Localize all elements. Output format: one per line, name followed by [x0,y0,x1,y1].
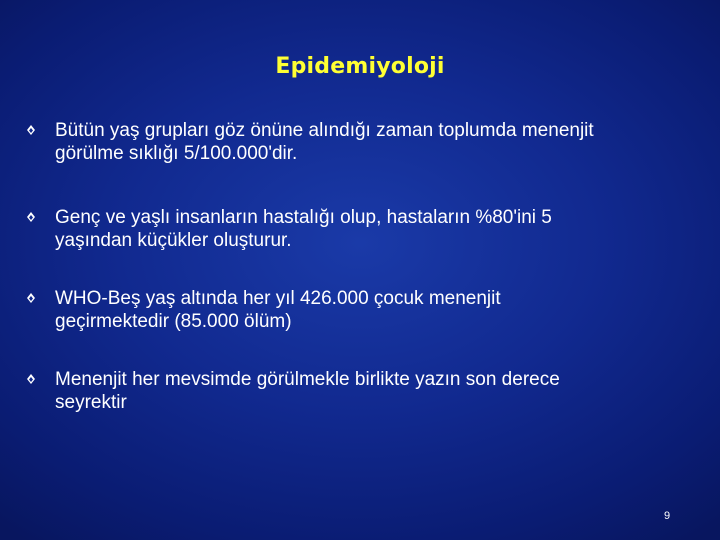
diamond-bullet-icon [24,372,38,386]
bullet-text: Genç ve yaşlı insanların hastalığı olup, hastaların %80'ini 5 yaşından küçükler oluşturur. [55,207,552,251]
diamond-bullet-icon [24,123,38,137]
bullet-text: Menenjit her mevsimde görülmekle birlikte yazın son derece seyrektir [55,369,560,413]
bullet-text: WHO-Beş yaş altında her yıl 426.000 çocuk menenjit geçirmektedir (85.000 ölüm) [55,288,501,332]
page-number: 9 [664,510,671,522]
bullet-text: Bütün yaş grupları göz önüne alındığı zaman toplumda menenjit görülme sıklığı 5/100.000'dir. [55,120,594,164]
diamond-bullet-icon [24,210,38,224]
slide-title: Epidemiyoloji [275,54,445,79]
diamond-bullet-icon [24,291,38,305]
